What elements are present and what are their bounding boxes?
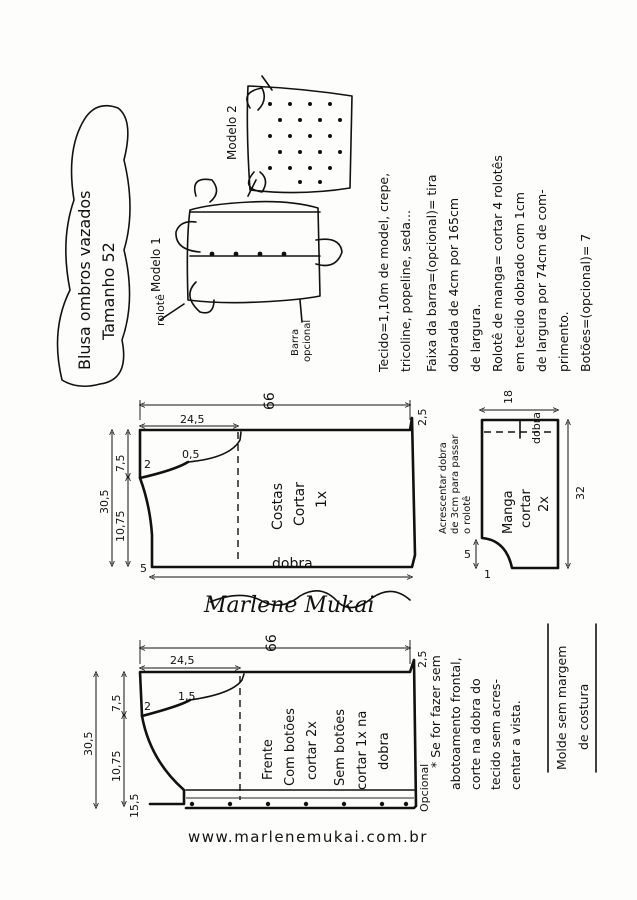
note-faixa-2: dobrada de 4cm por 165cm <box>446 197 461 372</box>
costas-dim-hem: 2,5 <box>416 408 429 426</box>
manga-fold: dobra <box>530 412 543 444</box>
model2-illustration <box>247 76 352 196</box>
barra-label: Barra <box>290 328 301 356</box>
title-line2: Tamanho 52 <box>99 242 118 340</box>
manga-dim-width: 32 <box>574 486 587 500</box>
costas-dim-length: 66 <box>262 392 278 410</box>
footnote-line4: tecido sem acres- <box>488 679 503 790</box>
note-tecido-1: Tecido=1,10m de model, crepe, <box>376 172 391 372</box>
costas-dim-shoulder: 7,5 <box>114 454 127 472</box>
note-rolote-3: de largura por 74cm de com- <box>534 189 549 372</box>
costas-label: Costas <box>270 483 286 530</box>
manga-dim-small1: 5 <box>464 548 471 561</box>
frente-opcional: Opcional <box>418 763 431 812</box>
footnote-line1: * Se for fazer sem <box>428 655 443 768</box>
note-botoes: Botões=(opcional)= 7 <box>578 233 593 372</box>
barra-opcional-label: opcional <box>302 319 313 362</box>
manga-note-3: o rolotê <box>462 495 473 534</box>
rolote-label: rolotê <box>154 294 167 326</box>
manga-qty: 2x <box>537 496 552 512</box>
frente-dim-neckdrop: 2 <box>144 700 151 713</box>
costas-pattern <box>112 400 415 577</box>
note-rolote-2: em tecido dobrado com 1cm <box>512 192 527 372</box>
frente-dim-width: 30,5 <box>82 731 95 756</box>
polka-dots <box>268 102 342 184</box>
manga-label: Manga <box>501 490 516 534</box>
frente-sem-botoes: Sem botões <box>333 708 348 786</box>
website: www.marlenemukai.com.br <box>188 828 428 846</box>
title-line1: Blusa ombros vazados <box>75 190 94 370</box>
margin-note-line1: Molde sem margem <box>554 645 569 770</box>
frente-com-botoes: Com botões <box>283 708 298 786</box>
costas-qty: 1x <box>314 490 330 508</box>
footnote-line3: corte na dobra do <box>468 678 483 790</box>
note-tecido-2: tricoline, popeline, seda... <box>398 210 413 372</box>
costas-cut: Cortar <box>292 482 308 526</box>
frente-dim-hem: 2,5 <box>416 650 429 668</box>
note-faixa-1: Faixa da barra=(opcional)= tira <box>424 174 439 372</box>
costas-dim-neckdrop: 2 <box>144 458 151 471</box>
frente-cortar-1x: cortar 1x na <box>355 710 370 790</box>
frente-dim-neck: 10,75 <box>110 750 123 782</box>
frente-dim-shoulder: 7,5 <box>110 694 123 712</box>
frente-buttons <box>190 802 408 806</box>
manga-dim-height: 18 <box>502 390 515 404</box>
manga-dim-small2: 1 <box>484 568 491 581</box>
costas-fold: dobra <box>272 556 313 572</box>
costas-dim-small: 0,5 <box>182 448 200 461</box>
manga-note-2: de 3cm para passar <box>450 434 461 534</box>
costas-dim-armhole: 24,5 <box>180 413 205 426</box>
footnote-line5: centar a vista. <box>508 700 523 790</box>
costas-dim-width: 30,5 <box>98 489 111 514</box>
costas-dim-neck: 10,75 <box>114 510 127 542</box>
note-rolote-4: primento. <box>556 311 571 372</box>
frente-dim-small: 1,5 <box>178 690 196 703</box>
frente-dim-cf: 15,5 <box>128 793 141 818</box>
margin-note-line2: de costura <box>576 683 591 750</box>
model1-illustration <box>160 179 342 322</box>
frente-dobra: dobra <box>377 732 392 770</box>
frente-dim-length: 66 <box>264 634 280 652</box>
frente-dim-armhole: 24,5 <box>170 654 195 667</box>
footnote-line2: abotoamento frontal, <box>448 657 463 790</box>
model1-label: Modelo 1 <box>149 237 163 292</box>
frente-label: Frente <box>261 739 276 780</box>
manga-note-1: Acrescentar dobra <box>438 442 449 534</box>
frente-cortar-2x: cortar 2x <box>305 721 320 780</box>
manga-cut: cortar <box>519 489 534 528</box>
note-rolote-1: Rolotê de manga= cortar 4 rolotês <box>490 155 505 372</box>
note-faixa-3: de largura. <box>468 303 483 372</box>
manga-pattern <box>476 410 568 568</box>
model2-label: Modelo 2 <box>225 105 239 160</box>
costas-dim-cf: 5 <box>140 562 147 575</box>
signature: Marlene Mukai <box>204 593 375 618</box>
